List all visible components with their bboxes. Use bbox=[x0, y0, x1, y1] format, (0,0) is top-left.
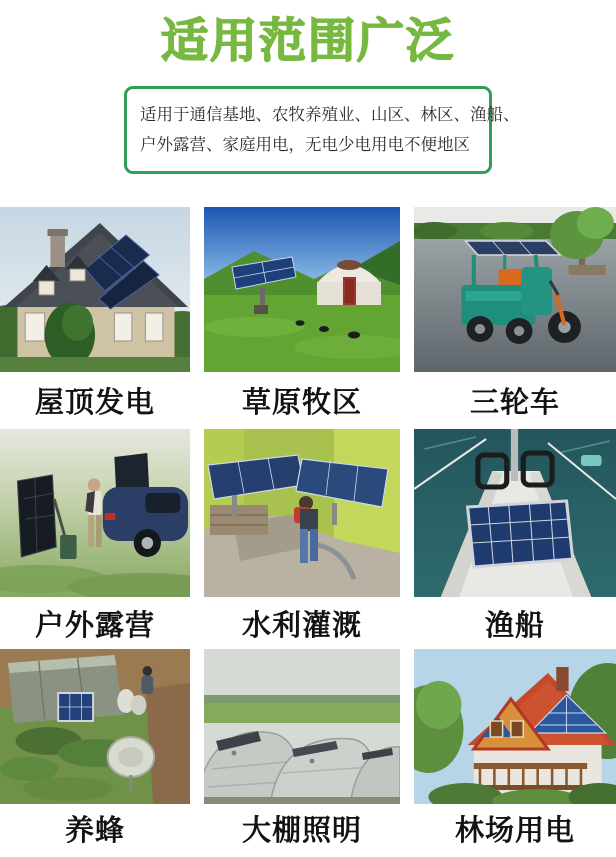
use-case-caption: 三轮车 bbox=[469, 387, 560, 420]
camping-scene-illustration bbox=[0, 429, 190, 597]
photo-irrigation-panels bbox=[204, 429, 400, 597]
page-title: 适用范围广泛 bbox=[161, 13, 455, 67]
use-case-caption: 林场用电 bbox=[454, 815, 575, 848]
use-case-card-grassland bbox=[204, 207, 400, 429]
use-case-caption: 草原牧区 bbox=[241, 387, 362, 420]
description-box bbox=[124, 86, 520, 174]
grassland-scene-illustration bbox=[204, 207, 400, 372]
use-case-card-beekeeping bbox=[0, 649, 190, 853]
use-case-card-rooftop bbox=[0, 207, 190, 429]
use-case-grid bbox=[0, 207, 616, 853]
rooftop-scene-illustration bbox=[0, 207, 190, 372]
greenhouse-scene-illustration bbox=[204, 649, 400, 804]
use-case-card-tricycle bbox=[414, 207, 616, 429]
tricycle-scene-illustration bbox=[414, 207, 616, 372]
photo-rooftop-solar-house bbox=[0, 207, 190, 372]
use-case-card-forest-house bbox=[414, 649, 616, 853]
photo-grassland-yurt bbox=[204, 207, 400, 372]
use-case-card-boat bbox=[414, 429, 616, 649]
use-case-card-camping bbox=[0, 429, 190, 649]
use-case-caption: 水利灌溉 bbox=[241, 609, 362, 642]
use-case-card-irrigation bbox=[204, 429, 400, 649]
photo-camping-car bbox=[0, 429, 190, 597]
photo-forest-house bbox=[414, 649, 616, 804]
description-line-1: 适用于通信基地、农牧养殖业、山区、林区、渔船、 bbox=[140, 105, 520, 124]
use-case-caption: 渔船 bbox=[484, 609, 545, 642]
photo-greenhouse-rows bbox=[204, 649, 400, 804]
photo-solar-tricycle bbox=[414, 207, 616, 372]
use-case-caption: 屋顶发电 bbox=[34, 387, 155, 420]
photo-beekeeping-camp bbox=[0, 649, 190, 804]
description-line-2: 户外露营、家庭用电，无电少电用电不便地区 bbox=[140, 134, 470, 154]
photo-boat-deck-panel bbox=[414, 429, 616, 597]
use-case-caption: 户外露营 bbox=[34, 609, 155, 642]
use-case-card-greenhouse bbox=[204, 649, 400, 853]
irrigation-scene-illustration bbox=[204, 429, 400, 597]
forest-house-scene-illustration bbox=[414, 649, 616, 804]
use-case-caption: 大棚照明 bbox=[241, 815, 362, 848]
use-case-caption: 养蜂 bbox=[64, 815, 125, 848]
boat-scene-illustration bbox=[414, 429, 616, 597]
beekeeping-scene-illustration bbox=[0, 649, 190, 804]
